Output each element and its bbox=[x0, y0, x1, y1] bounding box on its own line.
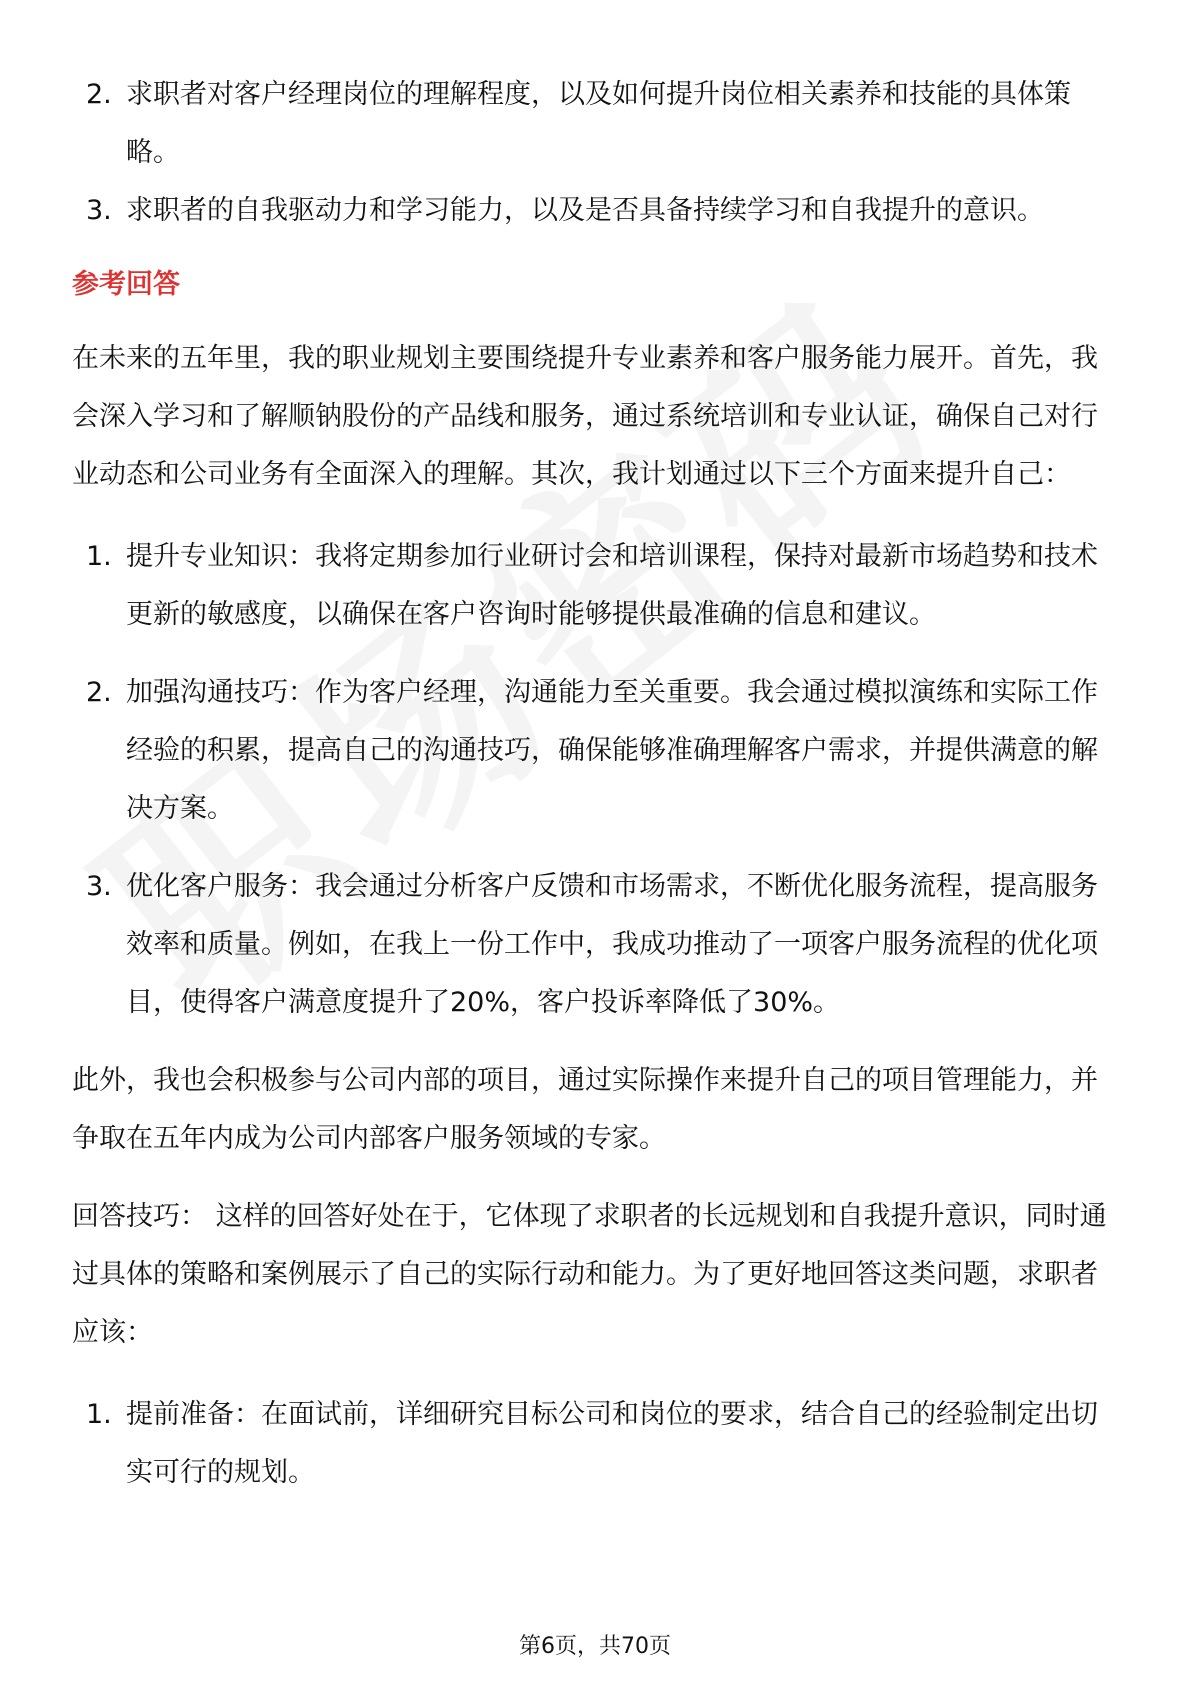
tips-list bbox=[72, 1386, 1122, 1502]
list-text: 加强沟通技巧：作为客户经理，沟通能力至关重要。我会通过模拟演练和实际工作经验的积累，提高自己的沟通技巧，确保能够准确理解客户需求，并提供满意的解决方案。 bbox=[126, 677, 1098, 824]
list-number: 1. bbox=[86, 1399, 112, 1430]
list-number: 3. bbox=[86, 195, 112, 226]
page-number-footer: 第6页，共70页 bbox=[519, 1634, 671, 1659]
list-item bbox=[72, 1386, 1122, 1502]
list-text: 提升专业知识：我将定期参加行业研讨会和培训课程，保持对最新市场趋势和技术更新的敏感度，以确保在客户咨询时能够提供最准确的信息和建议。 bbox=[126, 541, 1098, 630]
top-list bbox=[72, 66, 1122, 240]
list-text: 优化客户服务：我会通过分析客户反馈和市场需求，不断优化服务流程，提高服务效率和质量。例如，在我上一份工作中，我成功推动了一项客户服务流程的优化项目，使得客户满意度提升了20%，客户投诉率降低了30%。 bbox=[126, 871, 1098, 1018]
list-item bbox=[72, 664, 1122, 838]
closing-paragraph: 此外，我也会积极参与公司内部的项目，通过实际操作来提升自己的项目管理能力，并争取在五年内成为公司内部客户服务领域的专家。 bbox=[72, 1065, 1098, 1154]
list-text: 提前准备：在面试前，详细研究目标公司和岗位的要求，结合自己的经验制定出切实可行的规划。 bbox=[126, 1399, 1098, 1488]
list-item bbox=[72, 528, 1122, 644]
intro-paragraph: 在未来的五年里，我的职业规划主要围绕提升专业素养和客户服务能力展开。首先，我会深入学习和了解顺钠股份的产品线和服务，通过系统培训和专业认证，确保自己对行业动态和公司业务有全面深入的理解。其次，我计划通过以下三个方面来提升自己： bbox=[72, 343, 1098, 490]
list-text: 求职者的自我驱动力和学习能力，以及是否具备持续学习和自我提升的意识。 bbox=[126, 195, 1044, 226]
list-item bbox=[72, 858, 1122, 1032]
plan-list bbox=[72, 528, 1122, 1032]
section-title: 参考回答 bbox=[72, 269, 180, 300]
list-text: 求职者对客户经理岗位的理解程度，以及如何提升岗位相关素养和技能的具体策略。 bbox=[126, 79, 1071, 168]
page-content bbox=[72, 66, 1122, 1502]
list-item bbox=[72, 182, 1122, 240]
list-number: 2. bbox=[86, 677, 112, 708]
list-item bbox=[72, 66, 1122, 182]
list-number: 2. bbox=[86, 79, 112, 110]
list-number: 1. bbox=[86, 541, 112, 572]
tips-paragraph: 回答技巧： 这样的回答好处在于，它体现了求职者的长远规划和自我提升意识，同时通过具体的策略和案例展示了自己的实际行动和能力。为了更好地回答这类问题，求职者应该： bbox=[72, 1201, 1107, 1348]
list-number: 3. bbox=[86, 871, 112, 902]
